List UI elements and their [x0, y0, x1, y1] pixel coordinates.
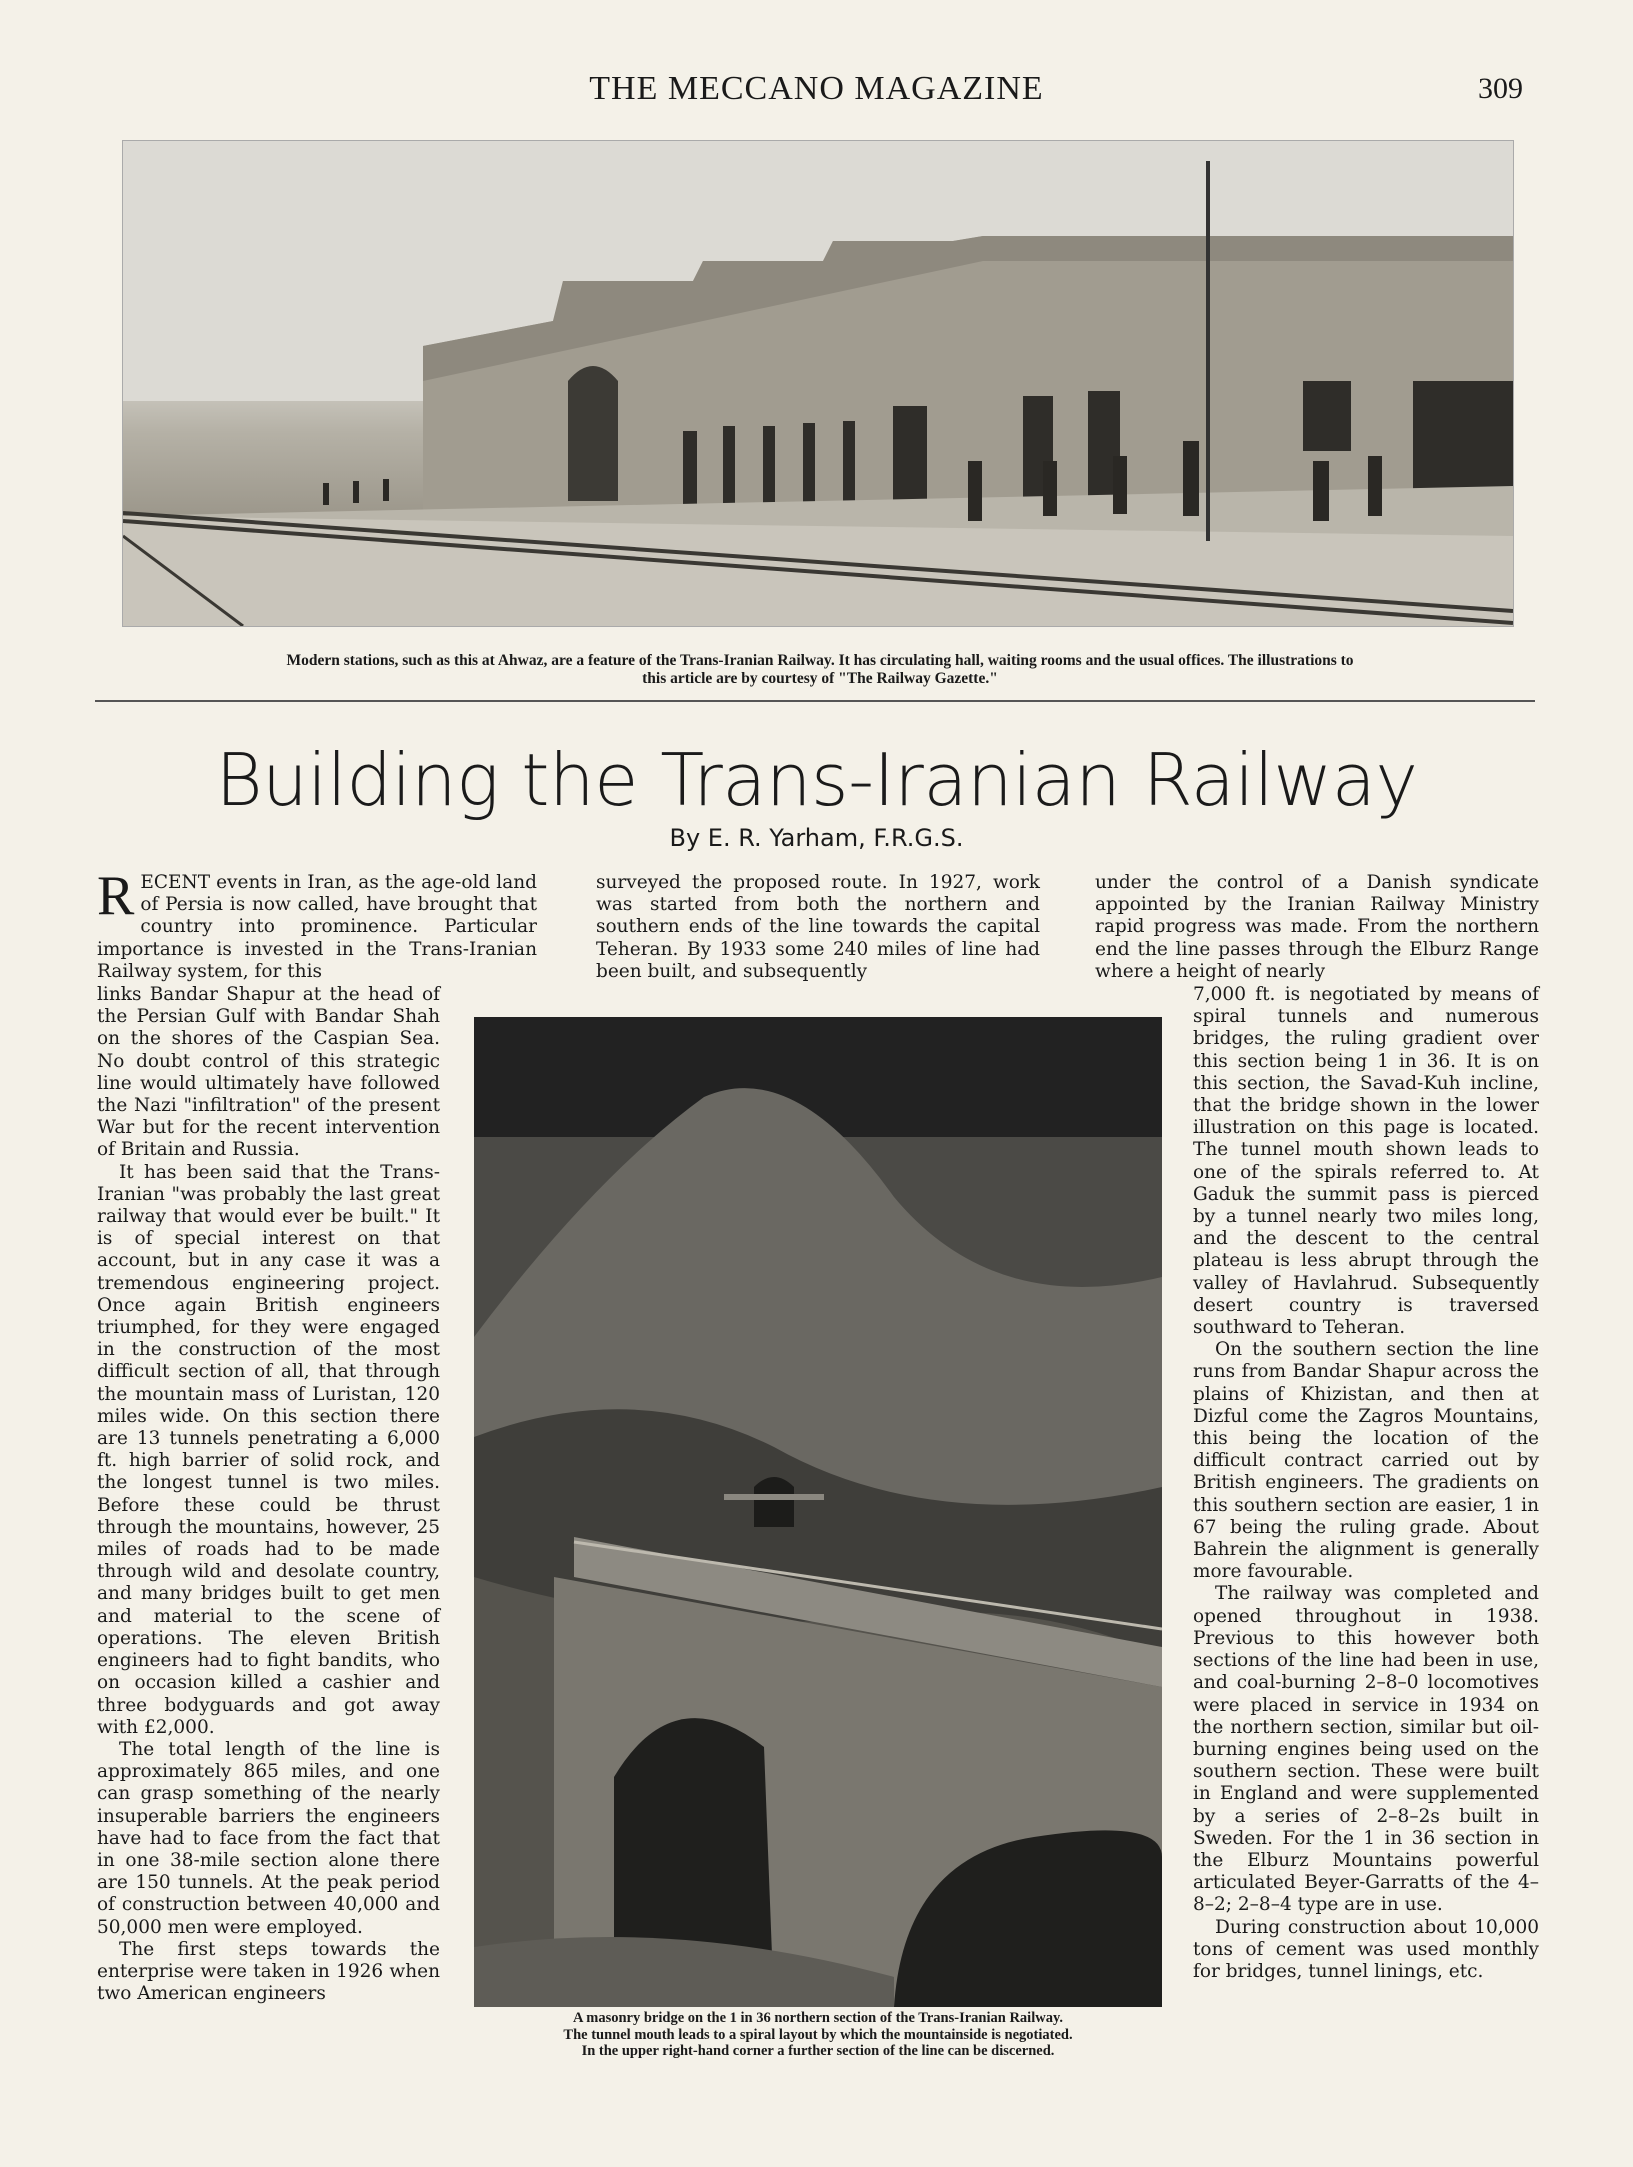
station-photo-caption — [110, 652, 1530, 688]
page-number: 309 — [1478, 72, 1523, 105]
bridge-photo-illustration — [474, 1017, 1162, 2007]
bridge-caption-line-1: A masonry bridge on the 1 in 36 northern section of the Trans-Iranian Railway. — [572, 2010, 1064, 2026]
bridge-caption-line-3: In the upper right-hand corner a further section of the line can be discerned. — [581, 2043, 1055, 2060]
station-photo-illustration — [123, 141, 1513, 626]
paragraph — [97, 865, 537, 983]
paragraph: The first steps towards the enterprise were taken in 1926 when two American engineers — [97, 1938, 440, 2005]
bridge-photo-caption — [462, 2010, 1174, 2060]
paragraph: links Bandar Shapur at the head of the Persian Gulf with Bandar Shah on the shores of the Caspian Sea. No doubt control of this strategic line would ultimately have followed the Nazi "infiltration" of the present War but for the recent intervention of Britain and Russia. — [97, 984, 440, 1161]
paragraph: On the southern section the line runs from Bandar Shapur across the plains of Khizistan, and then at Dizful come the Zagros Mountains, this being the location of the difficult contract carried out by British engineers. The gradients on this southern section are easier, 1 in 67 being the ruling grade. About Bahrein the alignment is generally more favourable. — [1193, 1339, 1539, 1583]
paragraph-text: ECENT events in Iran, as the age-old land of Persia is now called, have brought that country into prominence. Particular importance is invested in the Trans-Iranian Railway system, for this — [97, 872, 537, 982]
drop-cap: R — [97, 865, 135, 927]
bridge-photo — [474, 1017, 1162, 2007]
paragraph: It has been said that the Trans-Iranian "was probably the last great railway that would ever be built." It is of special interest on that account, but in any case it was a tremendous engineering project. Once again British engineers triumphed, for they were engaged in the construction of the most difficult section of all, that through the mountain mass of Luristan, 120 miles wide. On this section there are 13 tunnels penetrating a 6,000 ft. high barrier of solid rock, and the longest tunnel is two miles. Before these could be thrust through the mountains, however, 25 miles of roads had to be made through wild and desolate country, and many bridges built to get men and material to the scene of operations. The eleven British engineers had to fight bandits, who on occasion killed a cashier and three bodyguards and got away with £2,000. — [97, 1161, 440, 1738]
station-photo — [122, 140, 1514, 627]
paragraph: under the control of a Danish syndicate appointed by the Iranian Railway Ministry rapid progress was made. From the northern end the line passes through the Elburz Range where a height of nearly — [1095, 872, 1539, 982]
station-caption-line-2: this article are by courtesy of "The Railway Gazette." — [642, 669, 998, 687]
paragraph: During construction about 10,000 tons of cement was used monthly for bridges, tunnel linings, etc. — [1193, 1916, 1539, 1982]
station-caption-line-1: Modern stations, such as this at Ahwaz, are a feature of the Trans-Iranian Railway. It has circulating hall, waiting rooms and the usual offices. The illustrations to — [286, 652, 1354, 669]
column-3-top — [1095, 872, 1539, 983]
article-byline: By E. R. Yarham, F.R.G.S. — [669, 824, 964, 852]
paragraph: 7,000 ft. is negotiated by means of spiral tunnels and numerous bridges, the ruling gradient over this section being 1 in 36. It is on this section, the Savad-Kuh incline, that the bridge shown in the lower illustration on this page is located. The tunnel mouth shown leads to one of the spirals referred to. At Gaduk the summit pass is pierced by a tunnel nearly two miles long, and the descent to the central plateau is less abrupt through the valley of Havlahrud. Subsequently desert country is traversed southward to Teheran. — [1193, 984, 1539, 1339]
paragraph: The total length of the line is approximately 865 miles, and one can grasp something of the nearly insuperable barriers the engineers have had to face from the fact that in one 38-mile section alone there are 150 tunnels. At the peak period of construction between 40,000 and 50,000 men were employed. — [97, 1738, 440, 1938]
bridge-caption-line-2: The tunnel mouth leads to a spiral layout by which the mountainside is negotiated. — [563, 2026, 1073, 2043]
paragraph: surveyed the proposed route. In 1927, work was started from both the northern and southern ends of the line towards the capital Teheran. By 1933 some 240 miles of line had been built, and subsequently — [596, 872, 1040, 982]
paragraph: The railway was completed and opened throughout in 1938. Previous to this however both sections of the line had been in use, and coal-burning 2–8–0 locomotives were placed in service in 1934 on the northern section, similar but oil-burning engines being used on the southern section. These were built in England and were supplemented by a series of 2–8–2s built in Sweden. For the 1 in 36 section in the Elburz Mountains powerful articulated Beyer-Garratts of the 4–8–2; 2–8–4 type are in use. — [1193, 1583, 1539, 1916]
section-divider — [95, 700, 1535, 702]
article-title: Building the Trans-Iranian Railway — [215, 738, 1418, 822]
magazine-title: THE MECCANO MAGAZINE — [589, 70, 1044, 107]
column-2-top — [596, 872, 1040, 983]
column-1-lower — [97, 984, 440, 2005]
column-3-lower — [1193, 984, 1539, 1983]
column-1-top — [97, 865, 537, 983]
